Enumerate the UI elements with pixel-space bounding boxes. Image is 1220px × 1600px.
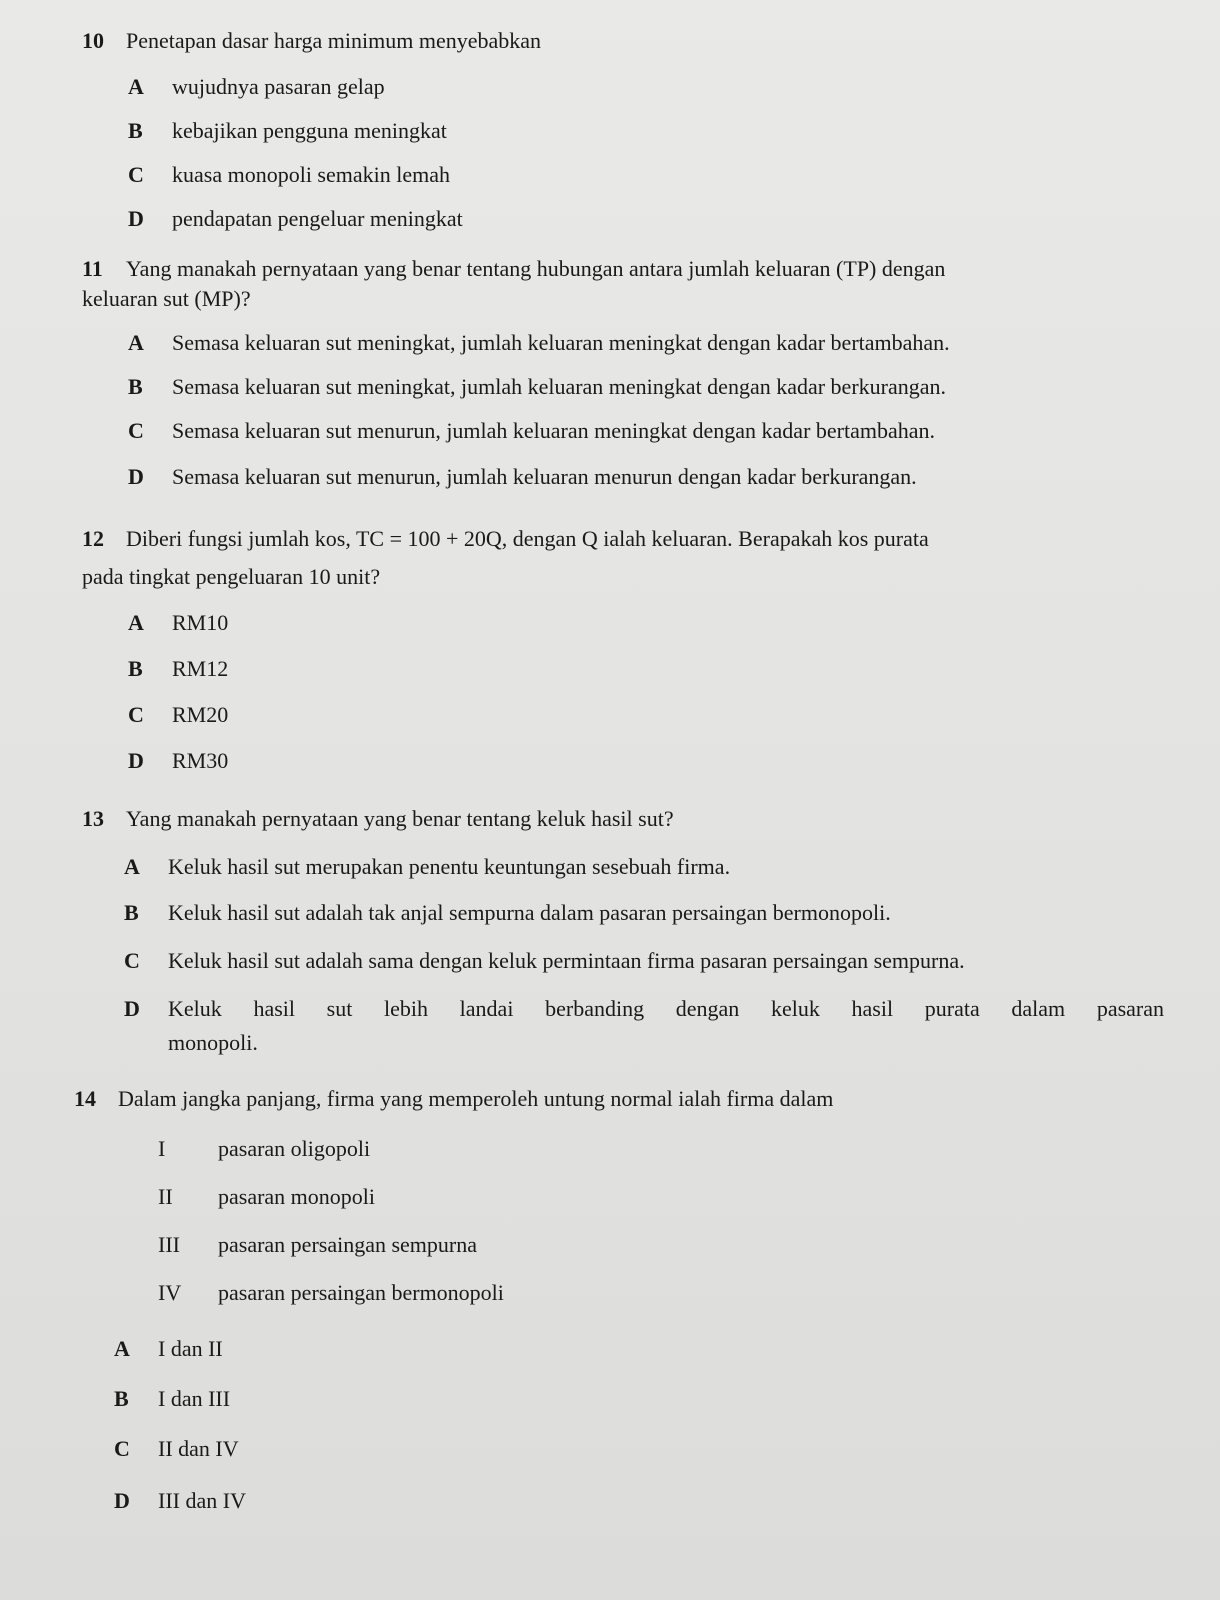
option-13-a[interactable] (124, 854, 730, 880)
option-text: II dan IV (158, 1436, 239, 1461)
question-14-stem (74, 1086, 1154, 1112)
option-text: I dan II (158, 1336, 223, 1361)
option-13-b[interactable] (124, 900, 891, 926)
option-12-a[interactable] (128, 610, 228, 636)
question-10-stem (82, 28, 1162, 54)
question-number: 13 (82, 806, 104, 831)
option-letter: B (128, 118, 143, 143)
option-13-d[interactable] (124, 996, 1164, 1022)
option-text: Semasa keluaran sut menurun, jumlah keluaran menurun dengan kadar berkurangan. (172, 464, 917, 489)
question-text: Penetapan dasar harga minimum menyebabkan (126, 28, 542, 53)
option-letter: A (114, 1336, 130, 1361)
option-letter: C (124, 948, 140, 973)
option-text: RM12 (172, 656, 229, 681)
option-letter: B (114, 1386, 129, 1411)
question-number: 14 (74, 1086, 96, 1111)
option-14-d[interactable] (114, 1488, 246, 1514)
statement-ii (158, 1184, 375, 1210)
option-letter: C (128, 418, 144, 443)
option-11-c[interactable] (128, 418, 935, 444)
option-text: RM20 (172, 702, 229, 727)
option-letter: A (128, 74, 144, 99)
option-text: wujudnya pasaran gelap (172, 74, 385, 99)
question-text: Diberi fungsi jumlah kos, TC = 100 + 20Q, dengan Q ialah keluaran. Berapakah kos purata (126, 526, 929, 551)
option-letter: A (124, 854, 140, 879)
statement-iv (158, 1280, 504, 1306)
statement-i (158, 1136, 370, 1162)
option-letter: A (128, 610, 144, 635)
option-text: Keluk hasil sut lebih landai berbanding dengan keluk hasil purata dalam pasaran (168, 996, 1164, 1021)
option-letter: C (128, 702, 144, 727)
option-text: Keluk hasil sut adalah sama dengan keluk permintaan firma pasaran persaingan sempurna. (168, 948, 965, 973)
option-11-a[interactable] (128, 330, 950, 356)
option-letter: B (128, 374, 143, 399)
option-letter: C (114, 1436, 130, 1461)
option-14-a[interactable] (114, 1336, 223, 1362)
option-letter: D (128, 206, 144, 231)
option-text: RM30 (172, 748, 229, 773)
option-text: Semasa keluaran sut meningkat, jumlah keluaran meningkat dengan kadar bertambahan. (172, 330, 950, 355)
option-letter: B (128, 656, 143, 681)
option-12-b[interactable] (128, 656, 228, 682)
option-10-d[interactable] (128, 206, 463, 232)
option-text: Keluk hasil sut merupakan penentu keuntungan sesebuah firma. (168, 854, 731, 879)
question-13-stem (82, 806, 1162, 832)
option-text: Semasa keluaran sut meningkat, jumlah keluaran meningkat dengan kadar berkurangan. (172, 374, 947, 399)
option-text: RM10 (172, 610, 229, 635)
roman-numeral: III (158, 1232, 180, 1257)
roman-numeral: IV (158, 1280, 182, 1305)
option-10-a[interactable] (128, 74, 385, 100)
question-text: Dalam jangka panjang, firma yang memperoleh untung normal ialah firma dalam (118, 1086, 834, 1111)
option-12-c[interactable] (128, 702, 228, 728)
question-12-stem (82, 526, 1162, 552)
option-text: Keluk hasil sut adalah tak anjal sempurna dalam pasaran persaingan bermonopoli. (168, 900, 891, 925)
question-number: 11 (82, 256, 103, 281)
option-10-c[interactable] (128, 162, 450, 188)
option-letter: D (128, 464, 144, 489)
option-14-c[interactable] (114, 1436, 239, 1462)
option-11-d[interactable] (128, 464, 917, 490)
option-text: Semasa keluaran sut menurun, jumlah keluaran meningkat dengan kadar bertambahan. (172, 418, 936, 443)
question-number: 12 (82, 526, 104, 551)
option-letter: D (124, 996, 140, 1021)
question-11-stem-line2: keluaran sut (MP)? (82, 286, 251, 311)
option-text-continued: monopoli. (168, 1030, 258, 1055)
option-letter: D (114, 1488, 130, 1513)
statement-text: pasaran persaingan sempurna (218, 1232, 478, 1257)
option-10-b[interactable] (128, 118, 447, 144)
question-11-stem (82, 256, 1162, 282)
option-text: III dan IV (158, 1488, 246, 1513)
option-letter: D (128, 748, 144, 773)
statement-text: pasaran monopoli (218, 1184, 376, 1209)
option-letter: A (128, 330, 144, 355)
option-12-d[interactable] (128, 748, 228, 774)
option-text: kebajikan pengguna meningkat (172, 118, 447, 143)
option-13-c[interactable] (124, 948, 965, 974)
option-11-b[interactable] (128, 374, 946, 400)
question-text: Yang manakah pernyataan yang benar tentang hubungan antara jumlah keluaran (TP) dengan (126, 256, 946, 281)
statement-text: pasaran oligopoli (218, 1136, 371, 1161)
statement-iii (158, 1232, 477, 1258)
option-text: pendapatan pengeluar meningkat (172, 206, 463, 231)
option-text: I dan III (158, 1386, 231, 1411)
option-14-b[interactable] (114, 1386, 230, 1412)
roman-numeral: II (158, 1184, 173, 1209)
question-12-stem-line2: pada tingkat pengeluaran 10 unit? (82, 564, 381, 589)
option-letter: C (128, 162, 144, 187)
option-13-d-line2 (168, 1030, 258, 1056)
option-text: kuasa monopoli semakin lemah (172, 162, 450, 187)
option-letter: B (124, 900, 139, 925)
question-text: Yang manakah pernyataan yang benar tentang keluk hasil sut? (126, 806, 674, 831)
roman-numeral: I (158, 1136, 166, 1161)
question-number: 10 (82, 28, 104, 53)
statement-text: pasaran persaingan bermonopoli (218, 1280, 504, 1305)
